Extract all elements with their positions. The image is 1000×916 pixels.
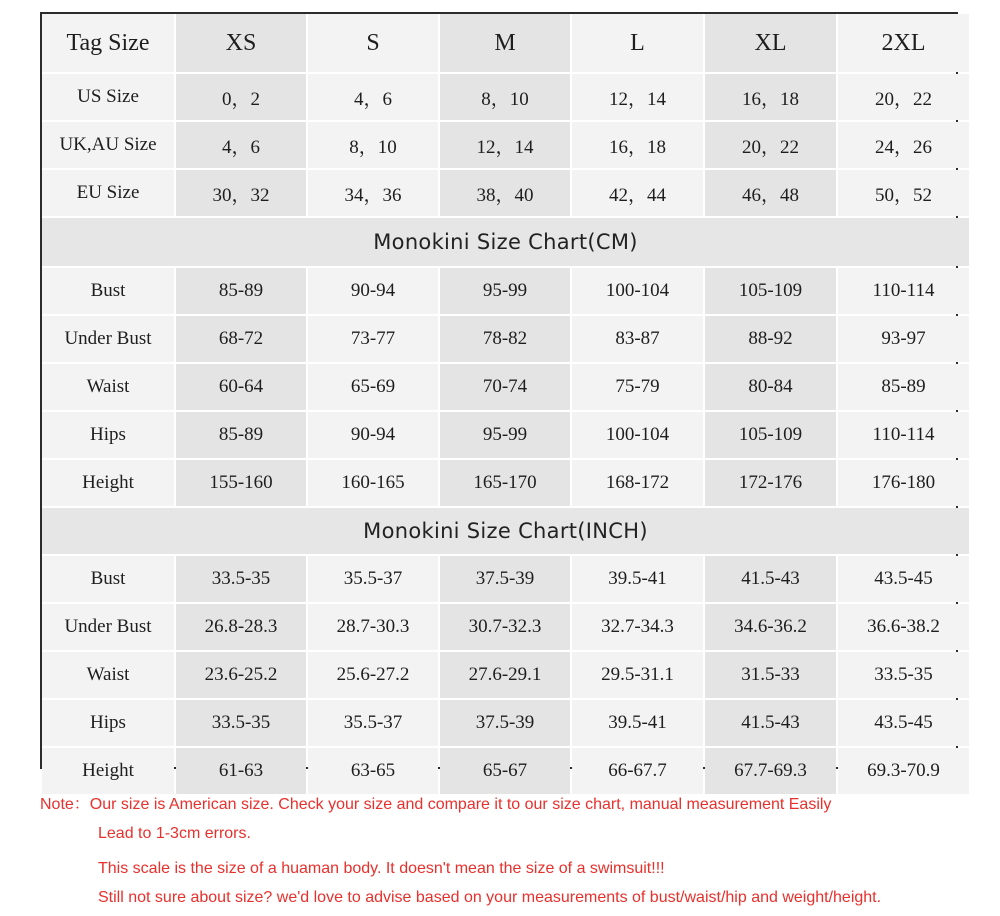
table-cell: 43.5-45 <box>838 556 969 602</box>
table-cell: 50，52 <box>838 170 969 216</box>
table-cell: 95-99 <box>440 412 570 458</box>
table-cell: 61-63 <box>176 748 306 794</box>
table-cell: 41.5-43 <box>705 700 836 746</box>
table-cell: 93-97 <box>838 316 969 362</box>
section-title-inch: Monokini Size Chart(INCH) <box>42 508 969 554</box>
table-cell: 8，10 <box>440 74 570 120</box>
size-header-l: L <box>572 14 703 72</box>
table-cell: 35.5-37 <box>308 700 438 746</box>
table-cell: 35.5-37 <box>308 556 438 602</box>
table-cell: 23.6-25.2 <box>176 652 306 698</box>
table-cell: 39.5-41 <box>572 556 703 602</box>
row-label: UK,AU Size <box>42 122 174 168</box>
table-cell: 39.5-41 <box>572 700 703 746</box>
table-cell: 33.5-35 <box>176 700 306 746</box>
size-header-2xl: 2XL <box>838 14 969 72</box>
table-cell: 90-94 <box>308 412 438 458</box>
row-label: Hips <box>42 412 174 458</box>
size-header-xl: XL <box>705 14 836 72</box>
table-cell: 168-172 <box>572 460 703 506</box>
table-cell: 4，6 <box>308 74 438 120</box>
table-cell: 30，32 <box>176 170 306 216</box>
table-cell: 0，2 <box>176 74 306 120</box>
table-cell: 16，18 <box>572 122 703 168</box>
note-line-1: Note：Our size is American size. Check your size and compare it to our size chart, manual measurement Easily <box>40 796 832 813</box>
row-label: Bust <box>42 556 174 602</box>
table-cell: 110-114 <box>838 268 969 314</box>
table-cell: 100-104 <box>572 412 703 458</box>
table-cell: 41.5-43 <box>705 556 836 602</box>
table-cell: 36.6-38.2 <box>838 604 969 650</box>
table-cell: 20，22 <box>838 74 969 120</box>
table-cell: 105-109 <box>705 412 836 458</box>
row-label: Height <box>42 748 174 794</box>
row-label: Waist <box>42 364 174 410</box>
row-label: Waist <box>42 652 174 698</box>
table-cell: 65-67 <box>440 748 570 794</box>
size-header-xs: XS <box>176 14 306 72</box>
table-cell: 25.6-27.2 <box>308 652 438 698</box>
table-cell: 67.7-69.3 <box>705 748 836 794</box>
size-header-s: S <box>308 14 438 72</box>
table-cell: 16，18 <box>705 74 836 120</box>
table-cell: 172-176 <box>705 460 836 506</box>
table-cell: 85-89 <box>838 364 969 410</box>
table-cell: 27.6-29.1 <box>440 652 570 698</box>
table-cell: 26.8-28.3 <box>176 604 306 650</box>
table-cell: 70-74 <box>440 364 570 410</box>
table-cell: 20，22 <box>705 122 836 168</box>
table-cell: 30.7-32.3 <box>440 604 570 650</box>
size-header-m: M <box>440 14 570 72</box>
table-cell: 29.5-31.1 <box>572 652 703 698</box>
table-cell: 37.5-39 <box>440 700 570 746</box>
section-title-cm: Monokini Size Chart(CM) <box>42 218 969 266</box>
table-cell: 110-114 <box>838 412 969 458</box>
table-cell: 73-77 <box>308 316 438 362</box>
row-label: Height <box>42 460 174 506</box>
tag-size-header: Tag Size <box>42 14 174 72</box>
table-cell: 95-99 <box>440 268 570 314</box>
table-cell: 33.5-35 <box>176 556 306 602</box>
row-label: Under Bust <box>42 604 174 650</box>
table-cell: 42，44 <box>572 170 703 216</box>
row-label: Hips <box>42 700 174 746</box>
note-line-2: Lead to 1-3cm errors. <box>98 825 251 842</box>
row-label: Under Bust <box>42 316 174 362</box>
table-cell: 43.5-45 <box>838 700 969 746</box>
table-cell: 12，14 <box>572 74 703 120</box>
table-cell: 165-170 <box>440 460 570 506</box>
table-cell: 68-72 <box>176 316 306 362</box>
table-cell: 33.5-35 <box>838 652 969 698</box>
table-cell: 80-84 <box>705 364 836 410</box>
table-cell: 88-92 <box>705 316 836 362</box>
table-cell: 38，40 <box>440 170 570 216</box>
row-label: Bust <box>42 268 174 314</box>
table-cell: 4，6 <box>176 122 306 168</box>
table-cell: 28.7-30.3 <box>308 604 438 650</box>
table-cell: 8，10 <box>308 122 438 168</box>
row-label: EU Size <box>42 170 174 216</box>
table-cell: 85-89 <box>176 268 306 314</box>
table-cell: 37.5-39 <box>440 556 570 602</box>
table-cell: 24，26 <box>838 122 969 168</box>
table-cell: 32.7-34.3 <box>572 604 703 650</box>
table-cell: 85-89 <box>176 412 306 458</box>
table-cell: 155-160 <box>176 460 306 506</box>
table-cell: 66-67.7 <box>572 748 703 794</box>
table-cell: 100-104 <box>572 268 703 314</box>
table-cell: 63-65 <box>308 748 438 794</box>
table-cell: 105-109 <box>705 268 836 314</box>
table-cell: 60-64 <box>176 364 306 410</box>
note-line-4: Still not sure about size? we'd love to advise based on your measurements of bust/waist/hip and weight/height. <box>98 889 882 906</box>
table-cell: 90-94 <box>308 268 438 314</box>
table-cell: 75-79 <box>572 364 703 410</box>
table-cell: 83-87 <box>572 316 703 362</box>
table-cell: 160-165 <box>308 460 438 506</box>
note-line-3: This scale is the size of a huaman body. It doesn't mean the size of a swimsuit!!! <box>98 860 665 877</box>
table-cell: 12，14 <box>440 122 570 168</box>
table-cell: 176-180 <box>838 460 969 506</box>
table-cell: 34.6-36.2 <box>705 604 836 650</box>
table-cell: 69.3-70.9 <box>838 748 969 794</box>
table-cell: 46，48 <box>705 170 836 216</box>
table-cell: 65-69 <box>308 364 438 410</box>
size-chart-table <box>40 12 958 781</box>
table-cell: 78-82 <box>440 316 570 362</box>
table-cell: 34，36 <box>308 170 438 216</box>
row-label: US Size <box>42 74 174 120</box>
table-cell: 31.5-33 <box>705 652 836 698</box>
